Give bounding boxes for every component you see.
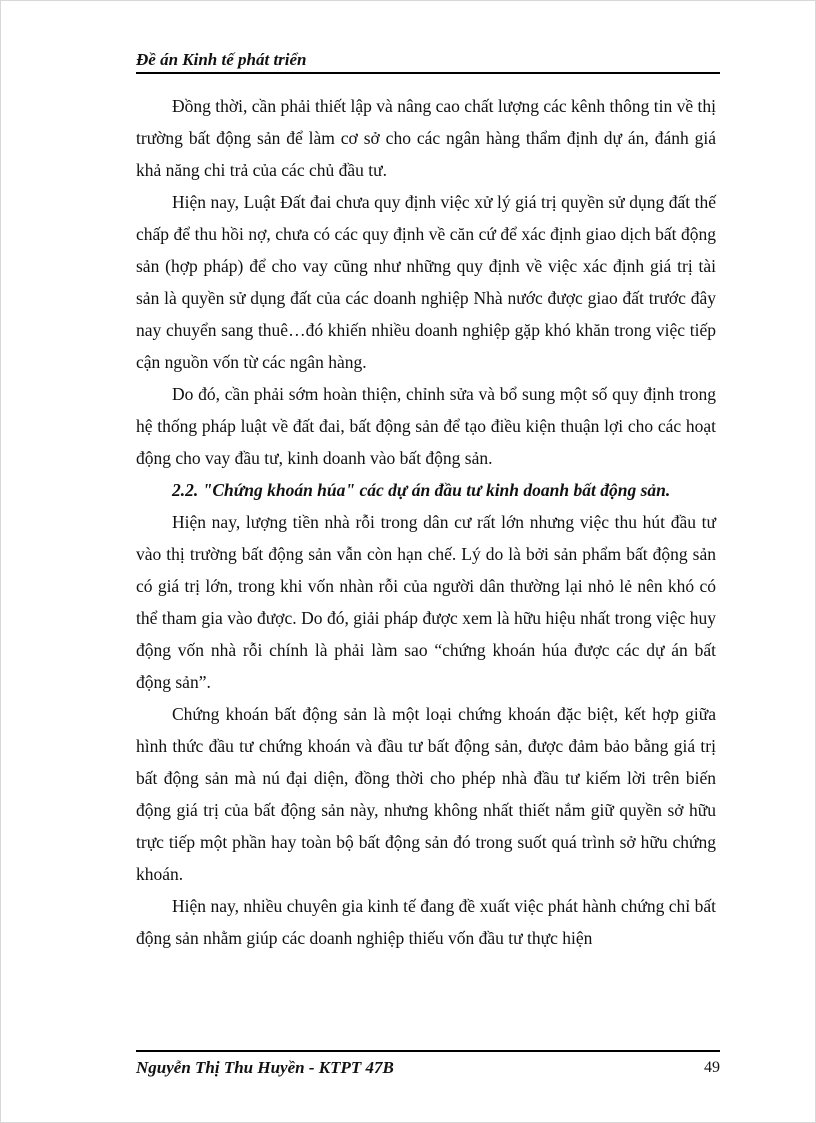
page-number: 49 — [704, 1059, 720, 1076]
paragraph: Chứng khoán bất động sản là một loại chứng khoán đặc biệt, kết hợp giữa hình thức đầu tư chứng khoán và đầu tư bất động sản, được đảm bảo bằng giá trị bất động sản mà nú đại diện, đồng thời cho phép nhà đầu tư kiếm lời trên biến động giá trị của bất động sản này, nhưng không nhất thiết nắm giữ quyền sở hữu trực tiếp một phần hay toàn bộ bất động sản đó trong suốt quá trình sở hữu chứng khoán. — [136, 704, 716, 884]
paragraph: Hiện nay, lượng tiền nhà rỗi trong dân cư rất lớn nhưng việc thu hút đầu tư vào thị trường bất động sản vẫn còn hạn chế. Lý do là bởi sản phẩm bất động sản có giá trị lớn, trong khi vốn nhàn rỗi của người dân thường lại nhỏ lẻ nên khó có thể tham gia vào được. Do đó, giải pháp được xem là hữu hiệu nhất trong việc huy động vốn nhà rỗi chính là phải làm sao “chứng khoán húa được các dự án bất động sản”. — [136, 512, 716, 692]
page-header — [136, 48, 720, 74]
section-heading: 2.2. "Chứng khoán húa" các dự án đầu tư kinh doanh bất động sản. — [172, 480, 671, 500]
document-body — [136, 90, 716, 954]
paragraph: Hiện nay, nhiều chuyên gia kinh tế đang đề xuất việc phát hành chứng chỉ bất động sản nhằm giúp các doanh nghiệp thiếu vốn đầu tư thực hiện — [136, 896, 716, 948]
paragraph: Đồng thời, cần phải thiết lập và nâng cao chất lượng các kênh thông tin về thị trường bất động sản để làm cơ sở cho các ngân hàng thẩm định dự án, đánh giá khả năng chi trả của các chủ đầu tư. — [136, 96, 716, 180]
page-footer — [136, 1050, 720, 1092]
header-title: Đề án Kinh tế phát triển — [136, 50, 307, 69]
footer-author: Nguyễn Thị Thu Huyền - KTPT 47B — [136, 1058, 394, 1077]
paragraph: Hiện nay, Luật Đất đai chưa quy định việc xử lý giá trị quyền sử dụng đất thế chấp để thu hồi nợ, chưa có các quy định về căn cứ để xác định giao dịch bất động sản (hợp pháp) để cho vay cũng như những quy định về việc xác định giá trị tài sản là quyền sử dụng đất của các doanh nghiệp Nhà nước được giao đất trước đây nay chuyển sang thuê…đó khiến nhiều doanh nghiệp gặp khó khăn trong việc tiếp cận nguồn vốn từ các ngân hàng. — [136, 192, 716, 372]
paragraph: Do đó, cần phải sớm hoàn thiện, chỉnh sửa và bổ sung một số quy định trong hệ thống pháp luật về đất đai, bất động sản để tạo điều kiện thuận lợi cho các hoạt động cho vay đầu tư, kinh doanh vào bất động sản. — [136, 384, 716, 468]
